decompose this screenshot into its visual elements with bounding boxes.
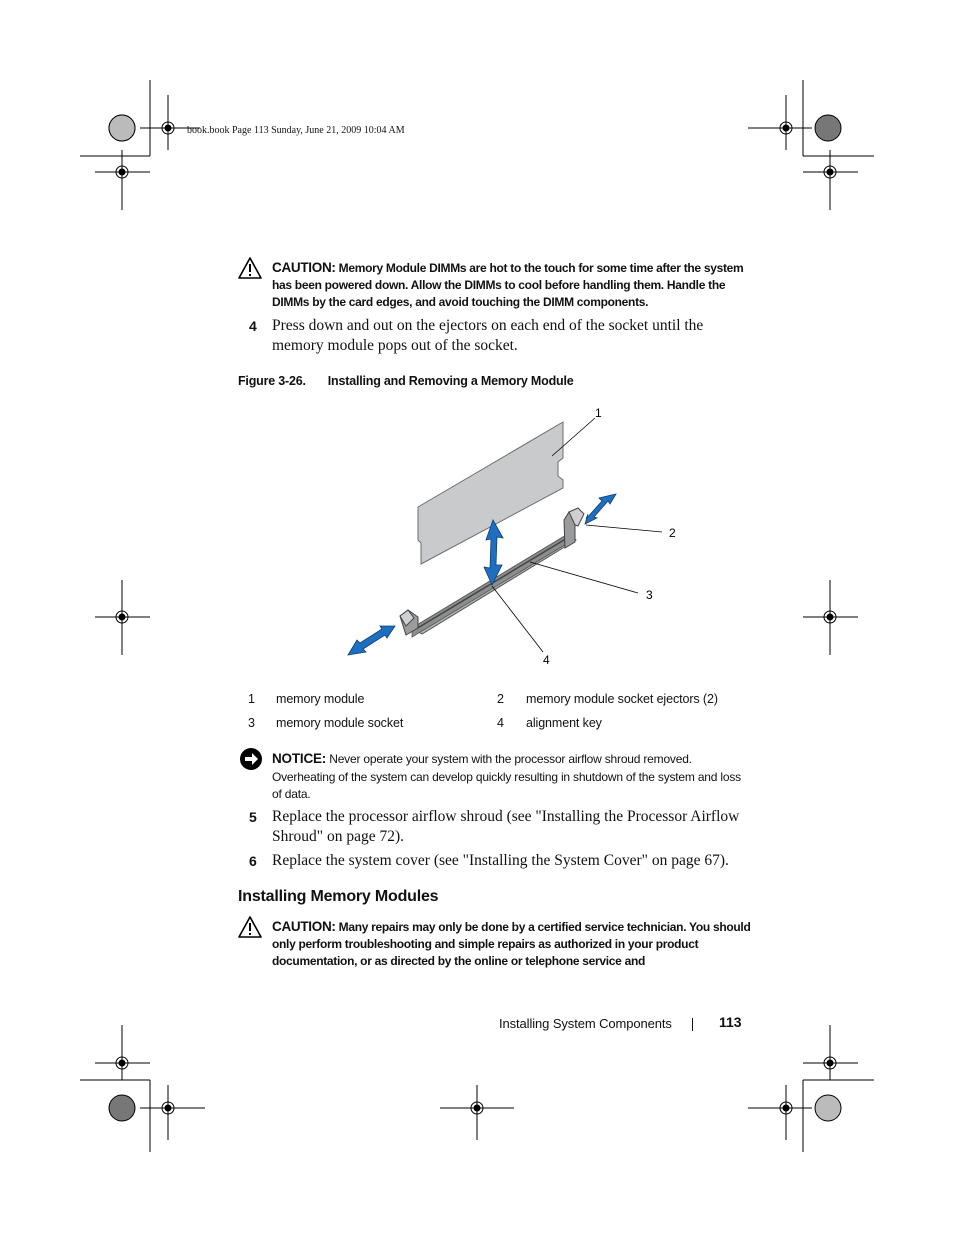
callout-4: 4 bbox=[543, 653, 550, 667]
step-number: 4 bbox=[249, 318, 257, 334]
print-slug: book.book Page 113 Sunday, June 21, 2009 10:04 AM bbox=[187, 125, 405, 136]
caution-icon bbox=[238, 257, 262, 281]
step-text: Replace the system cover (see "Installing the System Cover" on page 67). bbox=[272, 852, 729, 869]
ejector-arrow-left bbox=[348, 626, 395, 655]
caution-label: CAUTION: bbox=[272, 919, 336, 934]
page-number: 113 bbox=[719, 1014, 742, 1030]
caution-certified-technician bbox=[272, 918, 752, 970]
figure-number: Figure 3-26. bbox=[238, 374, 306, 388]
caution-text: Many repairs may only be done by a certified service technician. You should only perform troubleshooting and simple repairs as authorized in your product documentation, or as directed by the online or telephone service and bbox=[272, 920, 751, 968]
legend-label: memory module socket ejectors (2) bbox=[526, 692, 718, 706]
memory-module-figure bbox=[340, 400, 700, 670]
callout-1: 1 bbox=[595, 406, 602, 420]
notice-airflow-shroud bbox=[272, 750, 752, 804]
legend-num: 4 bbox=[497, 716, 504, 730]
legend-num: 1 bbox=[248, 692, 255, 706]
notice-icon bbox=[239, 747, 263, 771]
caution-label: CAUTION: bbox=[272, 260, 336, 275]
notice-label: NOTICE: bbox=[272, 751, 327, 766]
callout-3: 3 bbox=[646, 588, 653, 602]
step-text: Replace the processor airflow shroud (see "Installing the Processor Airflow Shroud" on page 72). bbox=[272, 808, 740, 845]
legend-label: memory module bbox=[276, 692, 365, 706]
footer-divider bbox=[692, 1018, 693, 1031]
caution-memory-hot bbox=[272, 259, 752, 311]
legend-label: alignment key bbox=[526, 716, 602, 730]
step-number: 6 bbox=[249, 853, 257, 869]
caution-text: Memory Module DIMMs are hot to the touch for some time after the system has been powered down. Allow the DIMMs to cool before handling them. Handle the DIMMs by the card edges, and avoid touching the DIMM components. bbox=[272, 261, 744, 309]
figure-title: Installing and Removing a Memory Module bbox=[327, 374, 574, 388]
caution-icon bbox=[238, 916, 262, 940]
legend-num: 3 bbox=[248, 716, 255, 730]
step-text: Press down and out on the ejectors on each end of the socket until the memory module pops out of the socket. bbox=[272, 317, 704, 354]
legend-label: memory module socket bbox=[276, 716, 404, 730]
notice-text: Never operate your system with the processor airflow shroud removed. Overheating of the system can develop quickly resulting in shutdown of the system and loss of data. bbox=[272, 752, 741, 801]
figure-caption bbox=[238, 374, 573, 388]
legend-num: 2 bbox=[497, 692, 504, 706]
callout-2: 2 bbox=[669, 526, 676, 540]
step-number: 5 bbox=[249, 809, 257, 825]
ejector-arrow-right bbox=[585, 494, 616, 524]
footer-chapter: Installing System Components bbox=[499, 1016, 672, 1031]
section-title: Installing Memory Modules bbox=[238, 888, 439, 905]
